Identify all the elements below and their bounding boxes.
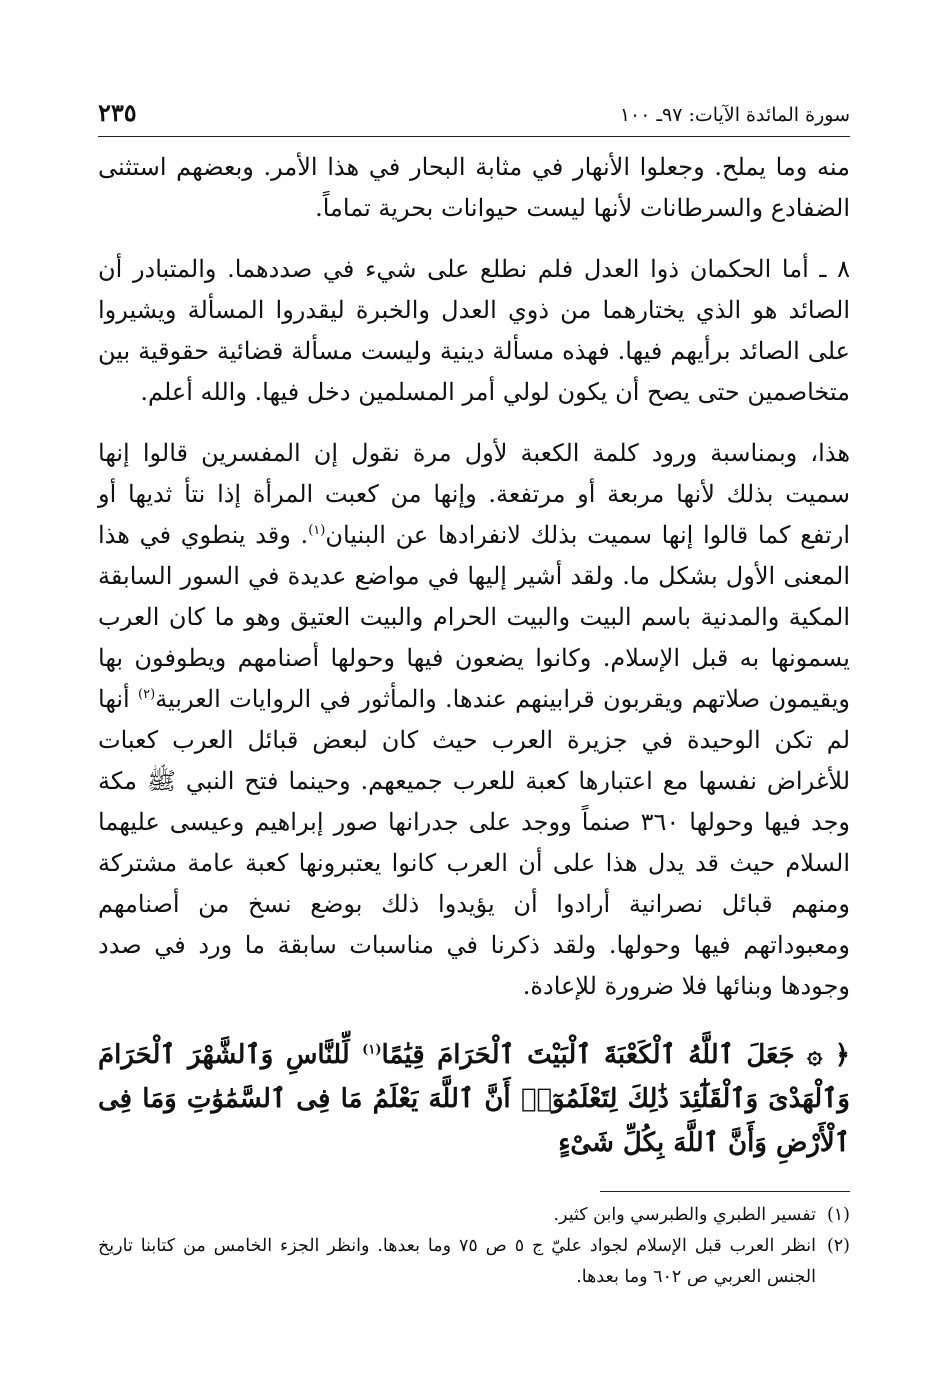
footnote-number: (١) (826, 1205, 850, 1225)
quran-verse (98, 1033, 850, 1165)
footnote-number: (٢) (826, 1236, 850, 1256)
verse-part-1: ﴿ ۞ جَعَلَ ٱللَّهُ ٱلْكَعْبَةَ ٱلْبَيْتَ ٱلْحَرَامَ قِيَٰمًا (381, 1040, 850, 1070)
paragraph-3 (98, 433, 850, 1007)
page-number: ٢٣٥ (98, 98, 137, 127)
paragraph-3-part-3: أنها لم تكن الوحيدة في جزيرة العرب حيث كان لبعض قبائل العرب كعبات للأغراض نفسها مع اعتبارها كعبة للعرب جميعهم. وحينما فتح النبي ﷺ مكة وجد فيها وحولها ٣٦٠ صنماً ووجد على جدرانها صور إبراهيم وعيسى عليهما السلام حيث قد يدل هذا على أن العرب كانوا يعتبرونها كعبة عامة مشتركة ومنهم قبائل نصرانية أرادوا أن يؤيدوا ذلك بوضع نسخ من أصنامهم ومعبوداتهم فيها وحولها. ولقد ذكرنا في مناسبات سابقة ما ورد في صدد وجودها وبنائها فلا ضرورة للإعادة. (98, 685, 851, 1000)
paragraph-2: ٨ ـ أما الحكمان ذوا العدل فلم نطلع على شيء في صددهما. والمتبادر أن الصائد هو الذي يختارهما من ذوي العدل والخبرة ليقدروا المسألة ويشيروا على الصائد برأيهم فيها. فهذه مسألة دينية وليست مسألة قضائية حقوقية بين متخاصمين حتى يصح أن يكون لولي أمر المسلمين دخل فيها. والله أعلم. (98, 255, 850, 406)
verse-footnote-ref: (١) (362, 1042, 382, 1058)
footnote-1 (98, 1200, 850, 1231)
footnote-ref-1: (١) (308, 523, 326, 538)
header-title: سورة المائدة الآيات: ٩٧ـ ١٠٠ (619, 104, 850, 126)
footnote-ref-2: (٢) (138, 687, 156, 702)
running-header (98, 98, 850, 137)
paragraph-3-part-2: . وقد ينطوي في هذا المعنى الأول بشكل ما. ولقد أشير إليها في مواضع عديدة في السور السابقة المكية والمدنية باسم البيت والبيت الحرام والبيت العتيق وهو ما كان العرب يسمونها به قبل الإسلام. وكانوا يضعون فيها وحولها أصنامهم ويطوفون بها ويقيمون صلاتهم ويقربون قرابينهم عندها. والمأثور في الروايات العربية (98, 521, 851, 713)
paragraph-3-part-1: هذا، وبمناسبة ورود كلمة الكعبة لأول مرة نقول إن المفسرين قالوا إنها سميت بذلك لأنها مربعة أو مرتفعة. وإنها من كعبت المرأة إذا نتأ ثديها أو ارتفع كما قالوا إنها سميت بذلك لانفرادها عن البنيان (98, 439, 850, 549)
paragraph-1: منه وما يملح. وجعلوا الأنهار في مثابة البحار في هذا الأمر. وبعضهم استثنى الضفادع والسرطانات لأنها ليست حيوانات بحرية تماماً. (98, 153, 850, 222)
book-page (98, 98, 850, 1293)
footnote-text: انظر العرب قبل الإسلام لجواد عليّ ج ٥ ص ٧٥ وما بعدها. وانظر الجزء الخامس من كتابنا تاريخ الجنس العربي ص ٦٠٢ وما بعدها. (98, 1236, 816, 1287)
footnote-2 (98, 1231, 850, 1293)
footnotes (98, 1200, 850, 1293)
footnote-divider (600, 1191, 850, 1192)
footnote-text: تفسير الطبري والطبرسي وابن كثير. (553, 1205, 816, 1225)
verse-part-2: لِّلنَّاسِ وَٱلشَّهْرَ ٱلْحَرَامَ وَٱلْهَدْىَ وَٱلْقَلَٰٓئِدَ ذَٰلِكَ لِتَعْلَمُوٓا۟ أَنَّ ٱللَّهَ يَعْلَمُ مَا فِى ٱلسَّمَٰوَٰتِ وَمَا فِى ٱلْأَرْضِ وَأَنَّ ٱللَّهَ بِكُلِّ شَىْءٍ (98, 1040, 850, 1158)
